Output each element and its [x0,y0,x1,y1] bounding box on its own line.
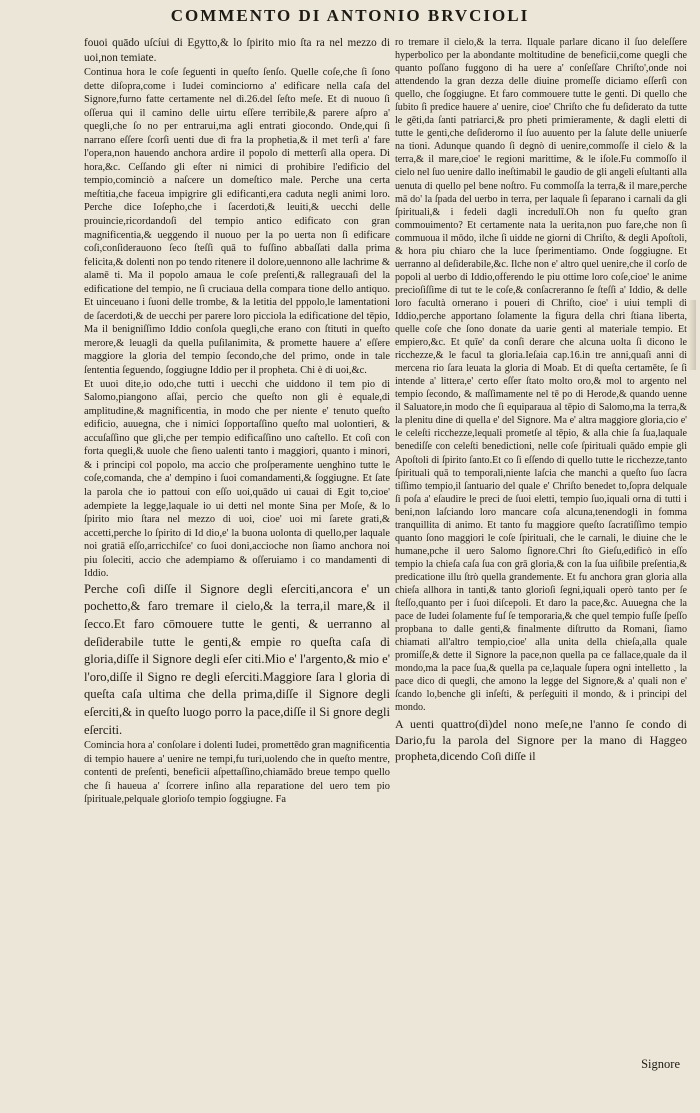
left-paragraph-scripture: Perche coſi diſſe il Signore degli eſerciti,ancora e' un pochetto,& faro tremare il cielo,& la terra,il mare,& il ſecco.Et faro cōmouere tutte le genti, & uerranno al deſiderabile tutte le genti,& empie ro queſta caſa di gloria,diſſe il Signore degli eſer citi.Mio e' l'argento,& mio e' l'oro,diſſe il Signo re degli eſerciti.Maggiore ſara l gloria di queſta caſa ultima che della prima,diſſe il Signore degli eſerciti,& in queſto luogo porro la pace,diſſe il Si gnore degli eſerciti. [84,581,390,737]
left-paragraph-5: Comincia hora a' conſolare i dolenti Iudei, promettēdo gran magnificentia di tempio hauere a' uenire ne tempi,fu turi,uolendo che in queſto mentre, contenti de preſenti, beneficii aſpettaſſino,chiamādo breue tempo quello che ſi haueua a' ſcorrere inſino alla reparatione del uero tem pio ſpirituale,pelquale glorioſo tempio ſoggiugne. Fa [84,740,390,806]
right-paragraph-1: ro tremare il cielo,& la terra. Ilquale parlare dicano il ſuo deleſſere hyperbolico per la abondante moltitudine de beneficii,come quegli che quanto poſſano fuggono di ha uere a' conſeſſare Chriſto',onde noi attendendo la gran dezza delle diuine promeſſe diciamo eſſerſi con quello, che ſoggiugne. Et faro commouere tutte le genti. Di quello che ſubito ſi predice hauere a' uenire, cioe' Chriſto che fu deſiderato da tutte le gēti,da ſanti patriarci,& pro pheti primieramente, & dagli eletti di tutte le genti,che deſiderorno il ſuo auuento per la ſalute delle uniuerſe na tioni. Adunque quando ſi degnò di uenire,commoſſe il cielo & la terra,& il mare,cioe' le regioni marittime, & le iſole.Fu commoſſo il cielo nel ſuo uenire dallo ineſtimabil le gaudio de gli angeli eſultanti alla uenuta di quello pel bene noſtro. Fu commoſſa la terra,& il mare,perche mā do' la ſpada del uerbo in terra, per laquale ſi ſeparano i carnali da gli ſpirituali,& i fedeli dagli incredulī.Oh non fu queſto gran commouimento? Et certamente nata la uerita,non puo fare,che non ſi commuoua il mōdo, ilche ſi uidde ne giorni di Chriſto, & degli Apoſtoli, & hora piu chiaro che la luce ſperimentiamo. Onde ſoggiugne. Et uerranno al deſiderabile,&c. Ilche non e' altro quel uenire,che il corſo de popoli al uerbo di Iddio,offerendo le piu ottime loro coſe,cioe' le anime precioſiſſime di tut te le coſe,& conſacreranno ſe ſteſſi a' Iddio, & delle loro facultà ornerano i poueri di Chriſto, cioe' i uiui templi di Iddio,perche apportano ſolamente la figura della chri ſtiana liberta, quelle coſe che ſono donate da uarie genti al materiale tempio. Et empiero,&c. Et quīe' da conſi derare che alcuna uolta ſi dicono le ricchezze,& le facul ta gloria.Ieſaia cap.16.in tre anni,quaſi anni di mercena rio ſara leuata la gloria di Moab. Et di queſta certamēte, ſe ſi intende a' littera,e' certo eſſer ſtato molto oro,& mol to argento nel tempio ſecondo, & maſſimamente nel tē po di Herode,& quando uenne il Saluatore,in modo che ſi equiparaua al tēpio di Salomo,ma la terra,& la plenitu dine di quella e' del Signore. Ma e' altra maggiore gloria,cio e' le celeſti ricchezze,lequali prometſe al tēpio, & alla chie ſa ſua,laquale benediſſe con celeſti benedictioni, nelle coſe ſpirituali quādo empie gli Apoſtoli di ſpirito ſanto.Et co ſi eſſendo di quello tutte le ricchezze,tanto ſpirituali quā to temporali,niente laſcia che manchi a queſto ſuo ſacra tiſſimo tempio,il ſantuario del quale e' Chriſto benedet to,ſopra delquale ſi poſa a' eſaudire le preci de ſuoi eletti, tempio ſuo,iquali orna di tutti i beni,non laſciando loro mancare coſa alcuna,tenendogli in fomma tranquillita di animo. Et tanto fu maggiore queſto ſacratiſſimo tempio quanto ſono maggiori le coſe ſpirituali, che le carnali, le diuine che le humane,pche il uero Salomo ſignore.Chri ſto Gieſu,edificò in eſſo tempio la chieſa caſa ſua con grā gloria,& con la ſua uiſibile preſentia,& predicatione illu ſtrò quella grandemente. Et fu anchora gran gloria alla chieſa allhora in tanti,& tanto glorioſi ſegni,iquali operò tanto per ſe ſteſſo,quanto per i ſuoi diſcepoli. Et daro la pace,&c. Auuegna che la pace de Iudei ſolamente fuſ ſe temporaria,& che quel tempio fuſſe ſpeſſo propbana to dalle genti,& finalmente diſtrutto da Romani, ſiamo chiamati all'altro tempio,cioe' alla unita della chieſa,alla quale promiſſe,& dette il Signore la pace,non quella pa ce fallace,quale da il mondo,ma la pace ſua,& quella pa ce,laquale ſupera ogni intelletto , la pace dico di quegli, che amono la legge del Signore,& a' quali non e' ſcando lo,benche gli inſeſti, & perſeguiti il mondo, & i principi del mondo. [395,37,687,714]
running-header: COMMENTO DI ANTONIO BRVCIOLI [170,6,530,25]
left-column [84,36,390,807]
left-paragraph-1: fouoi quādo uſcíui di Egytto,& lo ſpirito mio ſta ra nel mezzo di uoi,non temiate. [84,37,390,64]
right-paragraph-scripture: A uenti quattro(dì)del nono meſe,ne l'anno ſe condo di Dario,fu la parola del Signore per la mano di Haggeo propheta,dicendo Coſi diſſe il [395,717,687,764]
left-paragraph-3: Et uuoi dite,io odo,che tutti i uecchi che uiddono il tem pio di Salomo,piangono aſſai, percio che queſto non gli è equale,di amplitudine,& magnificentia, in modo che per niente e' tenuto queſto edificio, auuegna, che i nimici ſopportaſſino queſto mal uolontieri, & accuſaſſino que gli,che per tempio edificaſſino uno caſtello. Et coſi con forta quegli,& uuole che ſieno ualenti tanto i maggiori, quanto i minori, & i principi col popolo, ma accio che proſperamente uenghino tutte le coſe,comanda, che a' dempino i ſuoi comandamenti,& ſoggiugne. Et ſate la parola che io pattoui con eſſo uoi,quādo ui cauai di Egit to,cioe' adempiete la legge,laquale io ui detti nel monte Sina per Moſe, & lo ſpirito mio ſtara nel mezzo di uoi, cioe' uoi mi ſarete grati,& accetti,perche lo ſpirito di Id dio,e' la buona uolonta di quello,per laquale noi gratiā eſſo,arricchiſce' co ſuoi doni,accioche non ſiamo anchora noi piu ſoleciti, accio che adempiamo & oſſeruiamo i co mandamenti di Iddio. [84,378,390,580]
page-edge-shadow [688,300,696,370]
left-paragraph-2: Continua hora le coſe ſeguenti in queſto ſenſo. Quelle coſe,che ſi ſono dette diſopra,come i Iudei cominciorno a' edificare nella caſa del Signore,furno fatte certamente nel dì.26.del ſeſto meſe. Et dì nuouo ſi oſſerua qui il camino delle uirtu eſſere terribile,& parere aſpro a' quegli,che ſo no per entrarui,ma agli entrati giocondo. Onde,qui ſi narrano eſſere ſcorſi uenti due dì fra la prophetia,& il met terſi a' fare l'opera,non hauendo anchora ardire il popolo di metterſi alla opera. Di hora,&c. Ceſſando gli eſter ni nimici di prohibire l'edificio del tempio,cominciò a naſcere un domeſtico male. Perche una certa meſtitia,che faceua impigrire gli edificanti,era caduta negli animi loro. Perche dice Ioſepho,che i ſacerdoti,& leuiti,& uecchi delle prouincie,ricordandoſi del tempio antico edificato con gran magnificentia,& ueggendo il nuouo per la po uerta non ſi edificare coſi,conſiderauono ſeco ſteſſi quā to fuſſino abbaſſati dalla prima felicita,& dolenti non po tendo ritenere il dolore,uennono alle lachrime & alamē ti. Ma il popolo amaua le coſe preſenti,& rallegrauaſi del la edificatione del tempio, ne ſi cruciaua della compara tione dello antiquo. Et uinceuano i ſuoni delle trombe, & la letitia del pppolo,le lamentationi de ſacerdoti,& de uecchi per parere loro picciola la edificatione del tēpio, Ma il benigniſſimo Iddio conſola quegli,che erano con ſtituti in queſto merore,& leuagli da quella puſilanimita, & promette hauere a' eſſere maggiore la gloria del tempio ſecondo,che del primo, onde in tale ſententia ſeguendo, ſoggiugne Iddio per il propheta. Chi è di uoi,&c. [84,67,390,377]
catchword: Signore [641,1057,680,1071]
right-column [395,36,687,764]
